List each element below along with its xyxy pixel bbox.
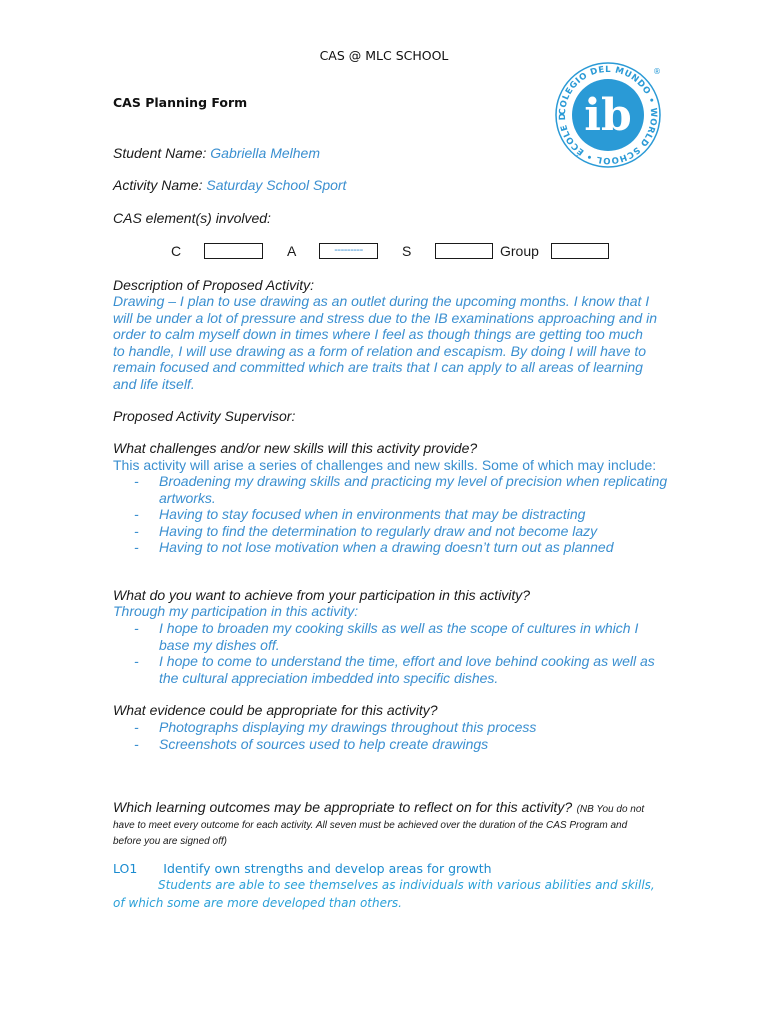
- element-letter-a: A: [287, 243, 297, 259]
- achieve-intro: Through my participation in this activity:: [113, 603, 359, 619]
- element-box-group[interactable]: [551, 243, 609, 259]
- challenges-intro: This activity will arise a series of challenges and new skills. Some of which may include:: [113, 457, 657, 473]
- school-title: CAS @ MLC SCHOOL: [319, 48, 449, 63]
- element-letter-group: Group: [500, 243, 539, 259]
- cas-elements-row: [0, 242, 768, 262]
- activity-name-row: [113, 177, 346, 193]
- list-item: - I hope to broaden my cooking skills as well as the scope of cultures in which I base my dishes off.: [134, 620, 639, 653]
- list-item: - Screenshots of sources used to help create drawings: [134, 735, 489, 752]
- ib-logo-icon: [553, 60, 663, 170]
- svg-text:®: ®: [653, 67, 661, 76]
- description-text: Drawing – I plan to use drawing as an outlet during the upcoming months. I know that I will be under a lot of pressure and stress due to the IB examinations approaching and in order to calm myself down in times where I feel as though things are getting too much to handle, I will use drawing as a form of relation and escapism. By doing I will have to remain focused and committed which are traits that I can apply to all areas of learning and life itself.: [113, 293, 657, 392]
- student-name-label: Student Name:: [113, 145, 207, 161]
- svg-text:COLEGIO DEL MUNDO • WORLD SCHO: COLEGIO DEL MUNDO • WORLD SCHOOL • ÉCOLE D: [557, 64, 659, 166]
- list-item: - Having to find the determination to regularly draw and not become lazy: [134, 522, 598, 539]
- form-title: CAS Planning Form: [113, 95, 248, 110]
- lo1-row: [113, 861, 492, 876]
- list-item: - Photographs displaying my drawings throughout this process: [134, 719, 537, 735]
- element-letter-c: C: [171, 243, 182, 259]
- supervisor-label: Proposed Activity Supervisor:: [113, 408, 296, 424]
- student-name-row: [113, 145, 320, 161]
- lo1-title: Identify own strengths and develop areas for growth: [163, 861, 492, 876]
- list-item: - I hope to come to understand the time, effort and love behind cooking as well as the cultural appreciation imbedded into specific dishes.: [134, 653, 655, 686]
- activity-name-value: Saturday School Sport: [206, 177, 347, 193]
- list-item: - Having to stay focused when in environments that may be distracting: [134, 506, 586, 522]
- list-item: - Broadening my drawing skills and practicing my level of precision when replicating artworks.: [134, 473, 668, 506]
- element-box-s[interactable]: [435, 243, 493, 259]
- cas-elements-label: CAS element(s) involved:: [113, 210, 271, 226]
- outcomes-note: (NB You do not have to meet every outcome for each activity. All seven must be achieved over the duration of the CAS Program and before you are signed off): [113, 804, 645, 847]
- element-box-a[interactable]: ---------: [319, 243, 378, 259]
- element-letter-s: S: [402, 243, 412, 259]
- element-box-c[interactable]: [204, 243, 263, 259]
- outcomes-question: Which learning outcomes may be appropriate to reflect on for this activity? (NB You do not have to meet every outcome for each activity. All seven must be achieved over the duration of the CAS Program and before you are signed off): [113, 799, 645, 847]
- challenges-list: [113, 473, 673, 556]
- lo1-description: Students are able to see themselves as individuals with various abilities and skills, of which some are more developed than others.: [113, 878, 655, 910]
- student-name-value: Gabriella Melhem: [210, 145, 320, 161]
- achieve-list: [113, 620, 658, 686]
- evidence-question: What evidence could be appropriate for this activity?: [113, 702, 438, 718]
- activity-name-label: Activity Name:: [113, 177, 203, 193]
- svg-text:ib: ib: [584, 90, 632, 141]
- challenges-question: What challenges and/or new skills will this activity provide?: [113, 440, 478, 456]
- evidence-list: [113, 719, 673, 752]
- list-item: - Having to not lose motivation when a drawing doesn’t turn out as planned: [134, 539, 614, 555]
- description-label: Description of Proposed Activity:: [113, 277, 315, 293]
- achieve-question: What do you want to achieve from your participation in this activity?: [113, 587, 531, 603]
- ib-world-school-logo: [553, 60, 663, 170]
- lo1-code: LO1: [113, 861, 138, 876]
